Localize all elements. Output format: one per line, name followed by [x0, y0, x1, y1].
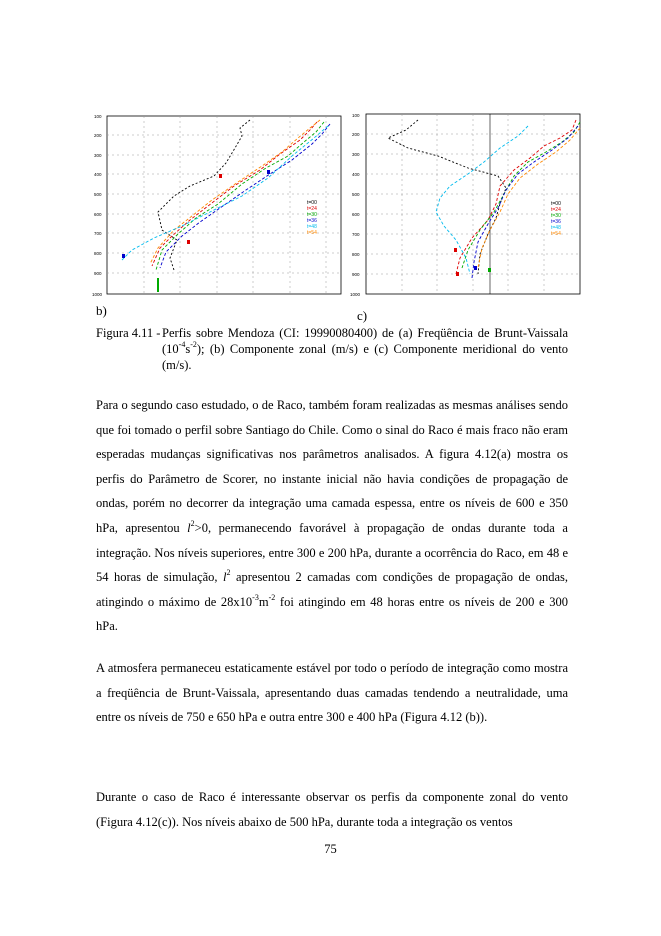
svg-text:t=30: t=30	[307, 212, 317, 218]
paragraph-2: A atmosfera permaneceu estaticamente estável por todo o período de integração como mostra a freqüência de Brunt-Vaissala, apresentando duas camadas tendendo a neutralidade, uma entre os níveis de 750 e 650 hPa e outra entre 300 e 400 hPa (Figura 4.12 (b)).	[96, 661, 568, 725]
svg-text:200: 200	[94, 133, 102, 138]
svg-text:1000: 1000	[92, 292, 103, 297]
caption-text: Perfis sobre Mendoza (CI: 19990080400) de (a) Freqüência de Brunt-Vaissala $(10^{-4}s^{-2})$; (b) Componente zonal (m/s) e (c) Componente meridional do vento (m/s).	[162, 326, 568, 372]
plot-b-svg	[92, 108, 347, 300]
svg-text:300: 300	[94, 153, 102, 158]
svg-text:t=00: t=00	[551, 201, 561, 207]
plot-c-svg	[348, 108, 588, 300]
panel-label-c: c)	[357, 308, 368, 323]
paragraph-3: Durante o caso de Raco é interessante observar os perfis da componente zonal do vento (Figura 4.12(c)). Nos níveis abaixo de 500 hPa, durante toda a integração os ventos	[96, 790, 568, 829]
svg-text:700: 700	[94, 231, 102, 236]
svg-text:t=54: t=54	[307, 230, 317, 236]
svg-text:100: 100	[94, 114, 102, 119]
svg-text:500: 500	[94, 192, 102, 197]
svg-text:t=00: t=00	[307, 200, 317, 206]
caption-lead: Figura 4.11 -	[96, 326, 161, 340]
svg-text:900: 900	[94, 271, 102, 276]
svg-text:t=48: t=48	[307, 224, 317, 230]
svg-text:t=54: t=54	[551, 231, 561, 237]
panel-label-b: b)	[96, 303, 107, 318]
svg-text:200: 200	[352, 132, 360, 137]
figure-caption	[96, 325, 568, 373]
svg-text:t=30: t=30	[551, 213, 561, 219]
figure-panel-c	[348, 108, 588, 300]
paragraph-1: Para o segundo caso estudado, o de Raco, também foram realizadas as mesmas análises sendo que foi tomado o perfil sobre Santiago do Chile. Como o sinal do Raco é mais fraco não eram esperadas mudanças significativas nos parâmetros analisados. A figura 4.12(a) mostra os perfis do Parâmetro de Scorer, no instante inicial não havia condições de propagação de ondas, porém no decorrer da integração uma camada espessa, entre os níveis de 600 e 350 hPa, apresentou $l^2>0$, permanecendo favorável à propagação de ondas durante toda a integração. Nos níveis superiores, entre 300 e 200 hPa, durante a ocorrência do Raco, em 48 e 54 horas de simulação, $l^2$ apresentou 2 camadas com condições de propagação de ondas, atingindo o máximo de $28x10^{-3}m^{-2}$ foi atingindo em 48 horas entre os níveis de 200 e 300 hPa.	[96, 398, 568, 634]
svg-text:600: 600	[94, 212, 102, 217]
svg-text:100: 100	[352, 113, 360, 118]
svg-text:500: 500	[352, 192, 360, 197]
svg-text:t=36: t=36	[551, 219, 561, 225]
svg-text:400: 400	[94, 172, 102, 177]
svg-text:900: 900	[352, 272, 360, 277]
svg-text:t=24: t=24	[551, 207, 561, 213]
page-number: 75	[324, 842, 337, 856]
svg-text:1000: 1000	[350, 292, 361, 297]
svg-text:700: 700	[352, 232, 360, 237]
svg-text:300: 300	[352, 152, 360, 157]
svg-text:t=24: t=24	[307, 206, 317, 212]
figure-panel-b	[92, 108, 347, 300]
svg-text:t=36: t=36	[307, 218, 317, 224]
svg-text:400: 400	[352, 172, 360, 177]
svg-text:t=48: t=48	[551, 225, 561, 231]
svg-text:800: 800	[94, 251, 102, 256]
svg-text:600: 600	[352, 212, 360, 217]
svg-text:800: 800	[352, 252, 360, 257]
